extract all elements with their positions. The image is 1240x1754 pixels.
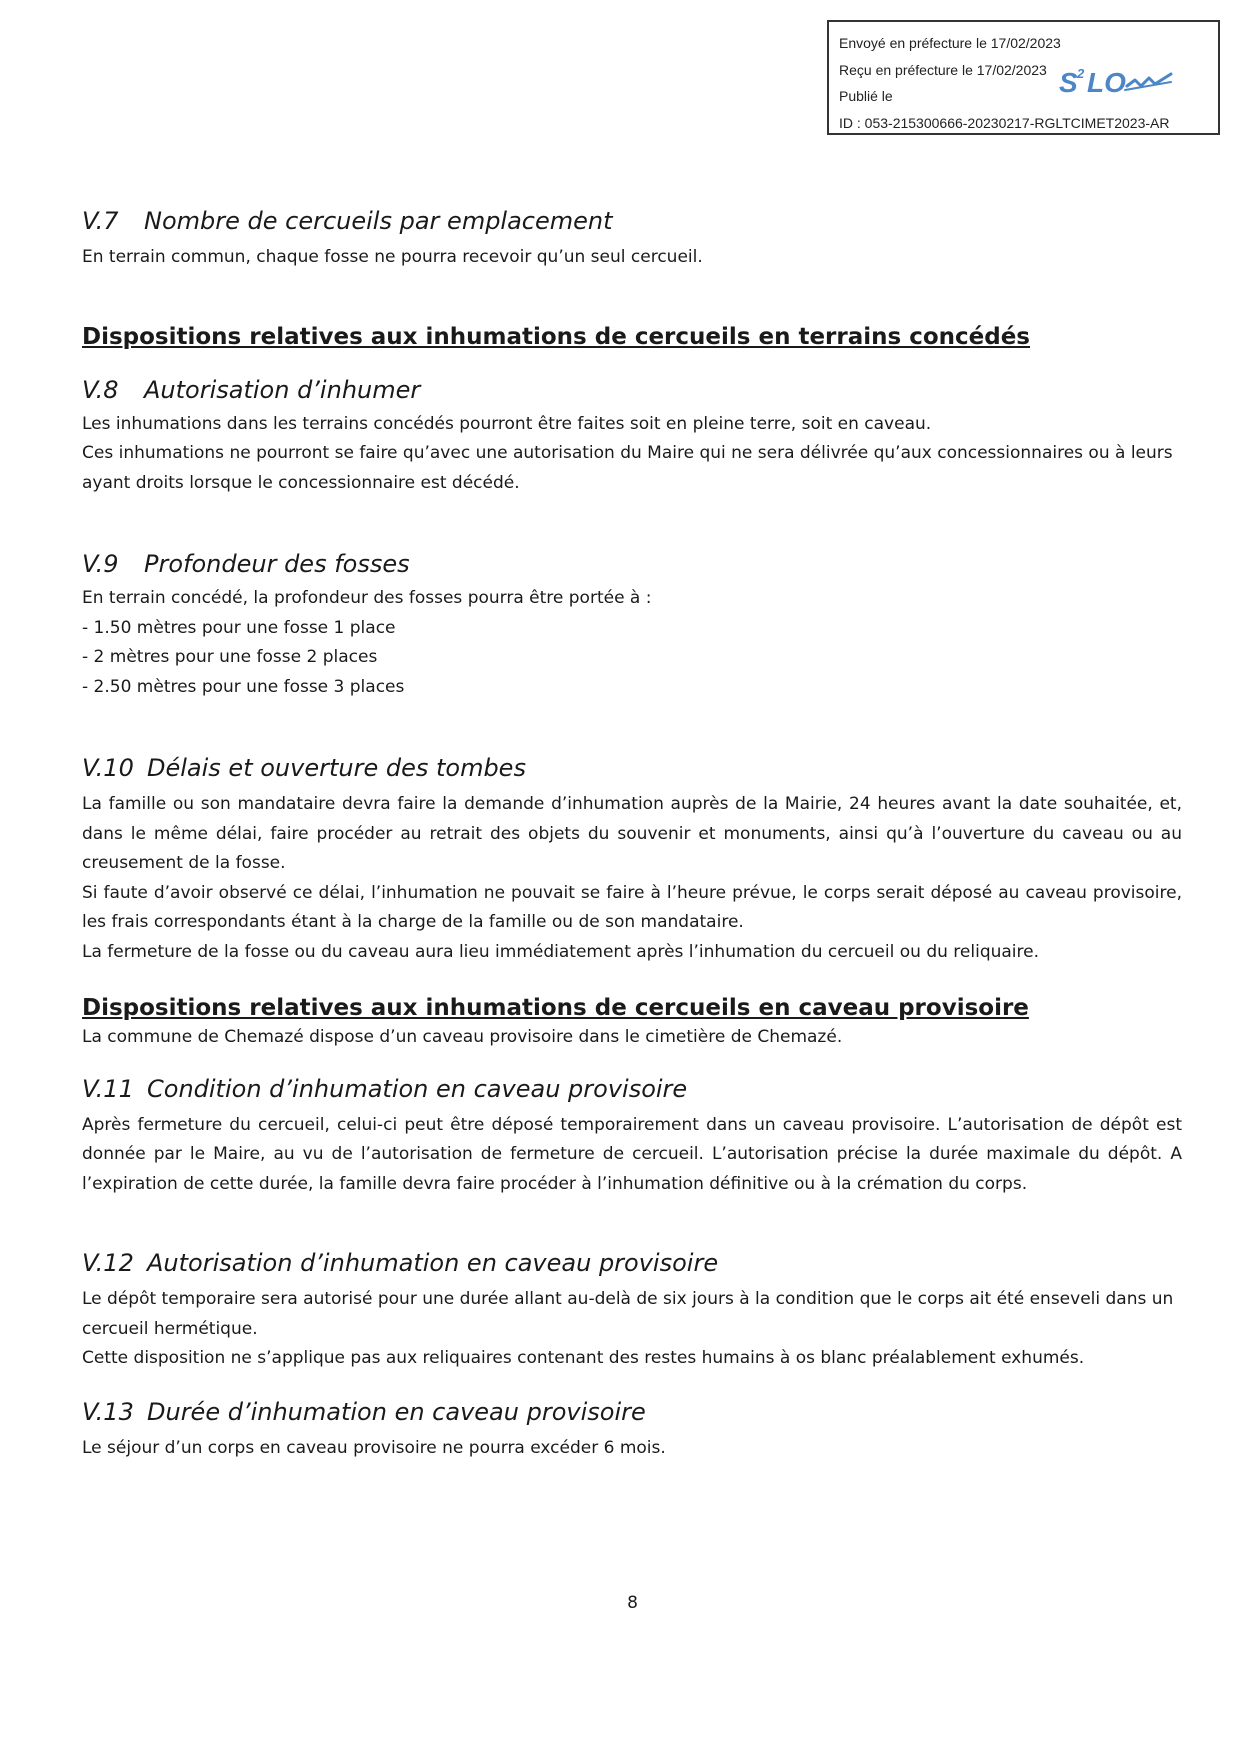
paragraph: Les inhumations dans les terrains concédés pourront être faites soit en pleine terre, soit en caveau. bbox=[82, 413, 932, 434]
paragraph: En terrain concédé, la profondeur des fosses pourra être portée à : bbox=[82, 588, 652, 608]
list-item: - 2.50 mètres pour une fosse 3 places bbox=[82, 676, 405, 697]
stamp-id: ID : 053-215300666-20230217-RGLTCIMET2023-AR bbox=[839, 114, 1170, 131]
svg-text:LO: LO bbox=[1087, 67, 1126, 98]
list-item: - 2 mètres pour une fosse 2 places bbox=[82, 647, 378, 667]
heading-title: Durée d’inhumation en caveau provisoire bbox=[147, 1397, 646, 1426]
paragraph: Cette disposition ne s’applique pas aux reliquaires contenant des restes humains à os blanc préalablement exhumés. bbox=[82, 1348, 1085, 1368]
document-body bbox=[82, 205, 1182, 1463]
heading-number: V.9 bbox=[82, 550, 119, 578]
heading-title: Profondeur des fosses bbox=[144, 550, 410, 578]
list-item: - 1.50 mètres pour une fosse 1 place bbox=[82, 617, 396, 638]
heading-number: V.8 bbox=[82, 375, 119, 404]
page-number: 8 bbox=[627, 1593, 638, 1613]
heading-v13 bbox=[82, 1396, 1182, 1428]
heading-number: V.13 bbox=[82, 1397, 134, 1426]
section-heading-provisoire: Dispositions relatives aux inhumations de cercueils en caveau provisoire bbox=[82, 995, 1029, 1021]
section-heading-concedes: Dispositions relatives aux inhumations de cercueils en terrains concédés bbox=[82, 323, 1030, 350]
paragraph: La fermeture de la fosse ou du caveau aura lieu immédiatement après l’inhumation du cercueil ou du reliquaire. bbox=[82, 941, 1039, 962]
heading-title: Nombre de cercueils par emplacement bbox=[144, 207, 613, 235]
heading-title: Autorisation d’inhumation en caveau provisoire bbox=[147, 1249, 719, 1277]
heading-v12 bbox=[82, 1247, 1182, 1279]
paragraph: En terrain commun, chaque fosse ne pourra recevoir qu’un seul cercueil. bbox=[82, 247, 703, 267]
prefecture-stamp bbox=[827, 20, 1220, 135]
stamp-sent-date: Envoyé en préfecture le 17/02/2023 bbox=[839, 35, 1061, 51]
svg-text:2: 2 bbox=[1077, 66, 1085, 81]
heading-number: V.11 bbox=[82, 1074, 134, 1103]
paragraph: Ces inhumations ne pourront se faire qu’avec une autorisation du Maire qui ne sera délivrée qu’aux concessionnaires ou à leurs ayant droits lorsque le concessionnaire est décédé. bbox=[82, 443, 1173, 493]
stamp-received-date: Reçu en préfecture le 17/02/2023 bbox=[839, 61, 1047, 78]
heading-v7 bbox=[82, 205, 1182, 237]
heading-v9 bbox=[82, 548, 1182, 580]
paragraph: Le séjour d’un corps en caveau provisoire ne pourra excéder 6 mois. bbox=[82, 1437, 666, 1458]
heading-v10 bbox=[82, 752, 1182, 784]
paragraph: La commune de Chemazé dispose d’un caveau provisoire dans le cimetière de Chemazé. bbox=[82, 1027, 843, 1047]
heading-title: Condition d’inhumation en caveau provisoire bbox=[147, 1074, 688, 1103]
paragraph: La famille ou son mandataire devra faire la demande d’inhumation auprès de la Mairie, 24 heures avant la date souhaitée, et, dans le même délai, faire procéder au retrait des objets du souvenir et monuments, ainsi qu’à l’ouverture du caveau ou au creusement de la fosse. bbox=[82, 794, 1182, 873]
heading-v11 bbox=[82, 1073, 1182, 1105]
heading-number: V.10 bbox=[82, 754, 134, 782]
paragraph: Après fermeture du cercueil, celui-ci peut être déposé temporairement dans un caveau provisoire. L’autorisation de dépôt est donnée par le Maire, au vu de l’autorisation de fermeture de cercueil. L’autorisation précise la durée maximale du dépôt. A l’expiration de cette durée, la famille devra faire procéder à l’inhumation définitive ou à la crémation du corps. bbox=[82, 1114, 1182, 1194]
heading-v8 bbox=[82, 374, 1182, 406]
s2lo-logo bbox=[1059, 62, 1199, 102]
heading-number: V.12 bbox=[82, 1249, 134, 1277]
stamp-published: Publié le bbox=[839, 88, 893, 104]
paragraph: Si faute d’avoir observé ce délai, l’inhumation ne pouvait se faire à l’heure prévue, le corps serait déposé au caveau provisoire, les frais correspondants étant à la charge de la famille ou de son mandataire. bbox=[82, 882, 1182, 932]
heading-title: Délais et ouverture des tombes bbox=[147, 754, 526, 782]
paragraph: Le dépôt temporaire sera autorisé pour une durée allant au-delà de six jours à la condition que le corps ait été enseveli dans un cercueil hermétique. bbox=[82, 1289, 1174, 1339]
heading-number: V.7 bbox=[82, 207, 119, 235]
svg-text:S: S bbox=[1059, 67, 1078, 98]
heading-title: Autorisation d’inhumer bbox=[144, 375, 421, 404]
